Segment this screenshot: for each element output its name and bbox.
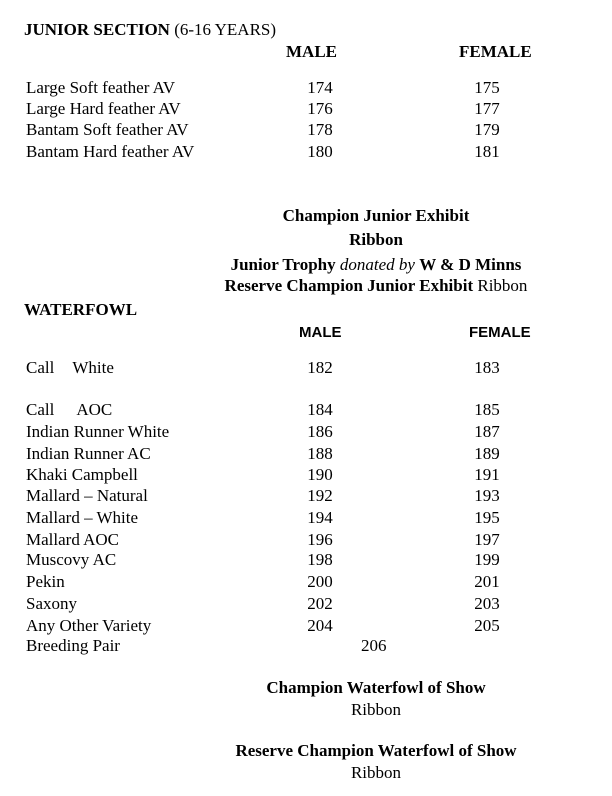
waterfowl-row-label-a: Call (26, 400, 55, 419)
junior-reserve-title: Reserve Champion Junior Exhibit (224, 276, 474, 295)
waterfowl-row-male: 200 (307, 572, 333, 591)
waterfowl-reserve-prize: Ribbon (350, 763, 402, 782)
waterfowl-row-female: 183 (474, 358, 500, 377)
breeding-pair-label: Breeding Pair (26, 636, 120, 655)
junior-row-male: 178 (307, 120, 333, 139)
junior-champion-prize: Ribbon (349, 230, 403, 249)
junior-champion-title: Champion Junior Exhibit (282, 206, 470, 225)
junior-male-header: MALE (286, 42, 337, 61)
waterfowl-champion-prize: Ribbon (350, 700, 402, 719)
waterfowl-row-male: 202 (307, 594, 333, 613)
junior-row-female: 177 (474, 99, 500, 118)
waterfowl-row-female: 205 (474, 616, 500, 635)
waterfowl-row-male: 192 (307, 486, 333, 505)
waterfowl-row-female: 195 (474, 508, 500, 527)
junior-row-male: 176 (307, 99, 333, 118)
junior-row-female: 181 (474, 142, 500, 161)
waterfowl-row-female: 197 (474, 530, 500, 549)
junior-title-bold: JUNIOR SECTION (24, 20, 170, 39)
junior-trophy-donor: W & D Minns (419, 255, 522, 274)
waterfowl-row-label-b: White (72, 358, 114, 377)
junior-female-header: FEMALE (459, 42, 532, 61)
waterfowl-row-label (26, 358, 114, 378)
waterfowl-row-male: 182 (307, 358, 333, 377)
junior-trophy-line (196, 255, 556, 275)
waterfowl-row-female: 191 (474, 465, 500, 484)
breeding-pair-number: 206 (361, 636, 387, 655)
junior-section-title (24, 20, 276, 40)
waterfowl-row-male: 198 (307, 550, 333, 569)
junior-title-rest: (6-16 YEARS) (169, 20, 277, 39)
waterfowl-row-label: Mallard – White (26, 508, 139, 527)
waterfowl-row-female: 189 (474, 444, 500, 463)
waterfowl-row-female: 193 (474, 486, 500, 505)
waterfowl-row-label: Muscovy AC (26, 550, 117, 569)
junior-row-male: 174 (307, 78, 333, 97)
waterfowl-row-male: 194 (307, 508, 333, 527)
junior-trophy-donated: donated by (335, 255, 420, 274)
waterfowl-row-male: 196 (307, 530, 333, 549)
junior-row-label: Large Hard feather AV (26, 99, 181, 118)
waterfowl-reserve-title: Reserve Champion Waterfowl of Show (235, 741, 517, 760)
waterfowl-row-label: Any Other Variety (26, 616, 152, 635)
waterfowl-row-female: 203 (474, 594, 500, 613)
waterfowl-row-male: 188 (307, 444, 333, 463)
waterfowl-row-label-b: AOC (76, 400, 113, 419)
waterfowl-row-label: Mallard – Natural (26, 486, 148, 505)
junior-row-label: Large Soft feather AV (26, 78, 176, 97)
junior-row-female: 175 (474, 78, 500, 97)
junior-reserve-prize: Ribbon (473, 276, 528, 295)
waterfowl-section-title: WATERFOWL (24, 300, 138, 319)
waterfowl-row-male: 186 (307, 422, 333, 441)
waterfowl-row-male: 204 (307, 616, 333, 635)
waterfowl-row-male: 190 (307, 465, 333, 484)
junior-row-label: Bantam Soft feather AV (26, 120, 189, 139)
junior-row-male: 180 (307, 142, 333, 161)
waterfowl-row-label: Saxony (26, 594, 77, 613)
junior-reserve-line (196, 276, 556, 296)
waterfowl-row-label: Indian Runner AC (26, 444, 151, 463)
waterfowl-row-label (26, 400, 112, 420)
waterfowl-row-male: 184 (307, 400, 333, 419)
waterfowl-row-label: Pekin (26, 572, 65, 591)
waterfowl-male-header: MALE (299, 324, 342, 341)
junior-row-label: Bantam Hard feather AV (26, 142, 195, 161)
waterfowl-row-label-a: Call (26, 358, 55, 377)
waterfowl-row-female: 201 (474, 572, 500, 591)
waterfowl-row-label: Khaki Campbell (26, 465, 138, 484)
junior-row-female: 179 (474, 120, 500, 139)
waterfowl-row-female: 185 (474, 400, 500, 419)
waterfowl-champion-title: Champion Waterfowl of Show (266, 678, 486, 697)
waterfowl-row-label: Mallard AOC (26, 530, 120, 549)
waterfowl-row-female: 187 (474, 422, 500, 441)
waterfowl-female-header: FEMALE (469, 324, 531, 341)
junior-trophy-name: Junior Trophy (230, 255, 336, 274)
waterfowl-row-female: 199 (474, 550, 500, 569)
waterfowl-row-label: Indian Runner White (26, 422, 170, 441)
